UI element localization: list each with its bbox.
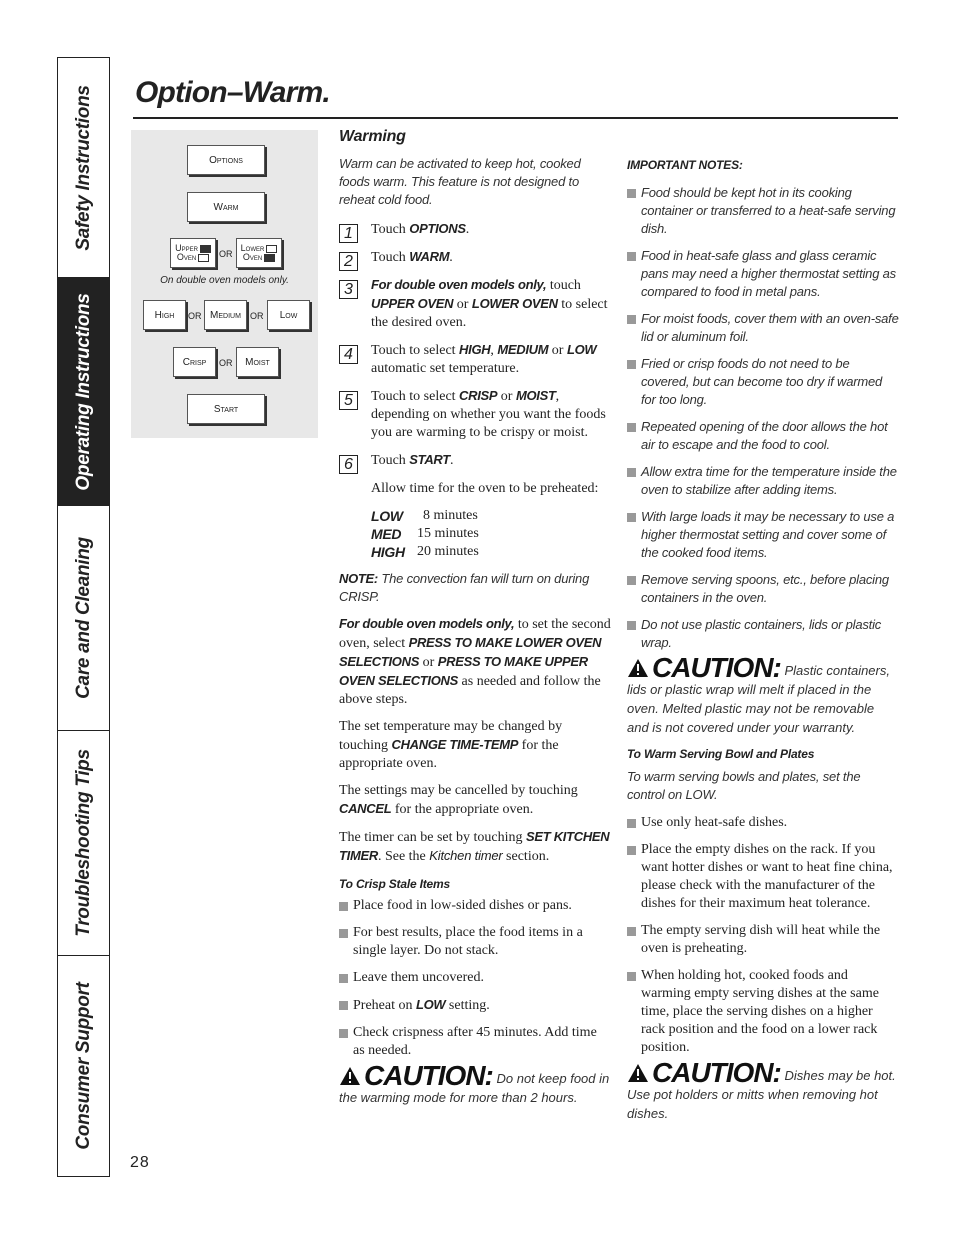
or-label: OR (219, 249, 233, 259)
tab-safety-instructions[interactable]: Safety Instructions (58, 58, 109, 278)
text: to set the second oven, select (339, 617, 611, 651)
text: for the appropriate oven. (391, 802, 534, 817)
step-text: to select the desired oven. (371, 297, 608, 330)
lower-oven-label-1: Lower (240, 243, 265, 253)
list-item: Check crispness after 45 minutes. Add time as needed. (339, 1024, 611, 1060)
low-key: Low (267, 300, 310, 330)
step-keyword: WARM (409, 249, 450, 264)
list-item: Repeated opening of the door allows the hot air to escape and the food to cool. (627, 418, 899, 454)
title-rule (133, 117, 898, 119)
keyword: SET KITCHEN TIMER (339, 829, 610, 863)
or-label: OR (188, 311, 202, 321)
bowl-heading: To Warm Serving Bowl and Plates (627, 747, 815, 761)
step-keyword: UPPER OVEN (371, 296, 454, 311)
caution-warming-time (339, 1060, 611, 1107)
step-text: Touch (371, 453, 410, 468)
page-title: Option–Warm. (135, 76, 330, 109)
text: The timer can be set by touching (339, 830, 526, 845)
step-text: Touch to select (371, 343, 460, 358)
indicator-lamp-icon (266, 245, 277, 253)
list-item: Allow extra time for the temperature inside the oven to stabilize after adding items. (627, 463, 899, 499)
or-label: OR (219, 358, 233, 368)
keyword: CHANGE TIME-TEMP (391, 737, 519, 752)
warming-column (339, 128, 611, 1107)
step-2 (339, 248, 611, 270)
list-item: When holding hot, cooked foods and warming empty serving dishes at the same time, place the serving dishes on a higher rack position and the food on a lower rack position. (627, 967, 899, 1057)
preheat-time: 20 minutes (417, 544, 479, 559)
tab-operating-instructions[interactable]: Operating Instructions (58, 278, 109, 506)
step-number: 4 (339, 345, 358, 364)
control-panel-illustration (131, 130, 318, 438)
step-text: . (449, 453, 454, 468)
list-item: For best results, place the food items in a single layer. Do not stack. (339, 924, 611, 960)
lower-oven-key (236, 238, 282, 268)
upper-oven-key (170, 238, 216, 268)
step-number: 2 (339, 252, 358, 271)
high-key: High (143, 300, 186, 330)
important-notes-heading: IMPORTANT NOTES: (627, 158, 743, 172)
list-item: For moist foods, cover them with an oven-safe lid or aluminum foil. (627, 310, 899, 346)
timer-paragraph (339, 828, 611, 866)
text: section. (502, 849, 550, 864)
list-item: Food in heat-safe glass and glass ceramic pans may need a higher thermostat setting as compared to food in metal pans. (627, 247, 899, 301)
caution-plastic (627, 652, 899, 737)
options-key: Options (187, 145, 265, 175)
preheat-level: LOW (371, 508, 403, 524)
start-key: Start (187, 394, 265, 424)
text: The settings may be cancelled by touching (339, 783, 578, 798)
warming-intro: Warm can be activated to keep hot, cooked foods warm. This feature is not designed to reheat cold food. (339, 156, 581, 207)
step-text: or (453, 297, 472, 312)
keyword: CANCEL (339, 801, 392, 816)
text: . See the (377, 849, 430, 864)
list-item (339, 996, 611, 1015)
step-text: Touch (371, 250, 410, 265)
list-item: The empty serving dish will heat while the oven is preheating. (627, 922, 899, 958)
preheat-time: 8 minutes (423, 508, 478, 523)
step-text: or (497, 389, 516, 404)
list-item: Leave them uncovered. (339, 969, 611, 987)
double-oven-note: On double oven models only. (160, 275, 289, 286)
text: setting. (445, 998, 490, 1013)
cancel-paragraph (339, 782, 611, 819)
caution-hot-dishes (627, 1057, 899, 1123)
keyword: For double oven models only, (339, 616, 515, 631)
step-5 (339, 387, 611, 442)
convection-note (339, 570, 611, 606)
step-keyword: MEDIUM (497, 342, 549, 357)
caution-label: CAUTION: (652, 1057, 781, 1088)
step-text: or (548, 343, 567, 358)
step-number: 6 (339, 455, 358, 474)
step-4 (339, 341, 611, 378)
indicator-lamp-icon (200, 245, 211, 253)
tab-consumer-support[interactable]: Consumer Support (72, 982, 94, 1150)
step-keyword: LOW (566, 342, 597, 357)
preheat-intro: Allow time for the oven to be preheated: (371, 481, 599, 496)
indicator-lamp-icon (198, 254, 209, 262)
kitchen-timer-reference: Kitchen timer (429, 848, 503, 863)
text: as needed and follow the above steps. (339, 674, 601, 707)
preheat-level: HIGH (371, 544, 405, 560)
list-item: Place food in low-sided dishes or pans. (339, 897, 611, 915)
step-keyword: CRISP (459, 388, 498, 403)
step-text: Touch (371, 222, 410, 237)
text: The set temperature may be changed by touching (339, 719, 563, 753)
list-item: Remove serving spoons, etc., before placing containers in the oven. (627, 571, 899, 607)
tab-troubleshooting-tips[interactable]: Troubleshooting Tips (58, 731, 109, 956)
list-item: Fried or crisp foods do not need to be covered, but can become too dry if warmed for too long. (627, 355, 899, 409)
step-text: touch (546, 278, 581, 293)
step-keyword: OPTIONS (409, 221, 466, 236)
warning-triangle-icon (339, 1066, 361, 1086)
page-number: 28 (130, 1154, 150, 1171)
step-text: , depending on whether you want the foods you are warming to be crispy or moist. (371, 389, 606, 440)
notes-column (627, 128, 899, 1123)
warming-heading: Warming (339, 128, 406, 145)
step-text: . (449, 250, 453, 265)
caution-label: CAUTION: (364, 1060, 493, 1091)
double-oven-paragraph (339, 615, 611, 709)
warm-key: Warm (187, 192, 265, 222)
step-keyword: START (409, 452, 450, 467)
list-item: Place the empty dishes on the rack. If you want hotter dishes or want to heat fine china, please check with the manufacturer of the dishes for their maximum heat tolerance. (627, 841, 899, 913)
step-1 (339, 220, 611, 242)
preheat-times-table (371, 507, 479, 561)
crisp-heading: To Crisp Stale Items (339, 877, 450, 891)
step-keyword: MOIST (515, 388, 556, 403)
step-number: 5 (339, 391, 358, 410)
list-item: With large loads it may be necessary to use a higher thermostat setting and cover some of the cooked food items. (627, 508, 899, 562)
lower-oven-label-2: Oven (242, 252, 263, 262)
note-label: NOTE: (339, 571, 378, 586)
caution-text: Dishes may be hot. Use pot holders or mitts when removing hot dishes. (627, 1068, 896, 1121)
keyword: PRESS TO MAKE LOWER OVEN SELECTIONS (339, 635, 602, 669)
crisp-key: Crisp (173, 347, 216, 377)
table-row (371, 525, 479, 543)
step-text: , (490, 343, 498, 358)
list-item: Do not use plastic containers, lids or plastic wrap. (627, 616, 899, 652)
table-row (371, 543, 479, 561)
table-row (371, 507, 479, 525)
text: or (419, 655, 438, 670)
bowl-intro: To warm serving bowls and plates, set the control on LOW. (627, 769, 861, 802)
step-number: 1 (339, 224, 358, 243)
warning-triangle-icon (627, 658, 649, 678)
keyword: LOW (415, 997, 446, 1012)
step-text: automatic set temperature. (371, 361, 520, 376)
step-text: Touch to select (371, 389, 460, 404)
or-label: OR (250, 311, 264, 321)
step-keyword: LOWER OVEN (471, 296, 558, 311)
preheat-time: 15 minutes (417, 526, 479, 541)
text: Preheat on (353, 998, 416, 1013)
caution-label: CAUTION: (652, 652, 781, 683)
indicator-lamp-icon (264, 254, 275, 262)
moist-key: Moist (236, 347, 279, 377)
change-temp-paragraph (339, 718, 611, 773)
step-keyword: For double oven models only, (371, 277, 547, 292)
step-text: . (465, 222, 470, 237)
step-6 (339, 451, 611, 473)
preheat-level: MED (371, 526, 402, 542)
upper-oven-label-2: Oven (176, 252, 197, 262)
side-tab-bar (57, 57, 110, 1177)
caution-text: Plastic containers, lids or plastic wrap will melt if placed in the oven. Melted plastic may not be removable and is not covered under your warranty. (627, 663, 890, 735)
text: for the appropriate oven. (339, 738, 559, 771)
tab-care-and-cleaning[interactable]: Care and Cleaning (58, 506, 109, 731)
medium-key: Medium (204, 300, 247, 330)
caution-text: Do not keep food in the warming mode for more than 2 hours. (339, 1071, 610, 1105)
list-item: Food should be kept hot in its cooking container or transferred to a heat-safe serving dish. (627, 184, 899, 238)
keyword: PRESS TO MAKE UPPER OVEN SELECTIONS (339, 654, 588, 688)
step-number: 3 (339, 280, 358, 299)
list-item: Use only heat-safe dishes. (627, 814, 899, 832)
step-keyword: HIGH (459, 342, 491, 357)
upper-oven-label-1: Upper (175, 243, 198, 253)
warning-triangle-icon (627, 1063, 649, 1083)
note-text: The convection fan will turn on during CRISP. (339, 571, 590, 604)
step-3 (339, 276, 611, 332)
